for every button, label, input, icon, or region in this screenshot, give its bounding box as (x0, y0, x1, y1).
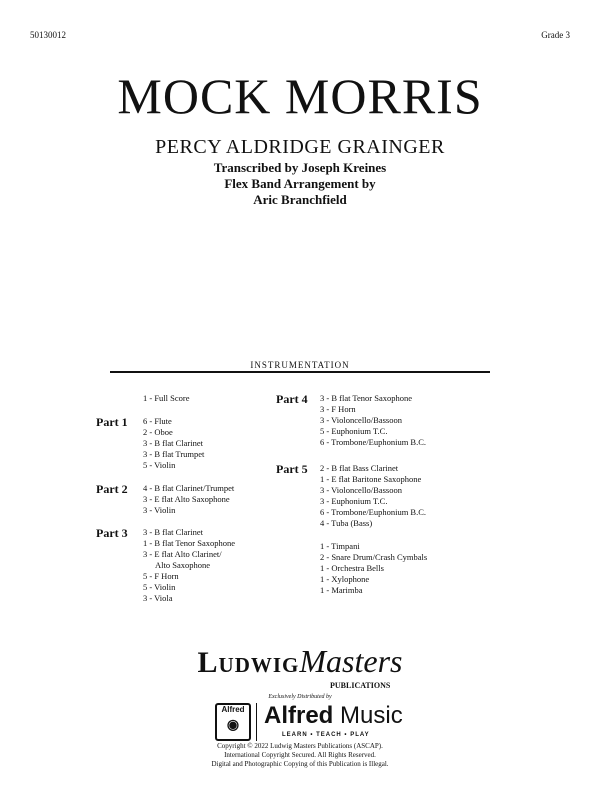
instrument-item: 6 - Flute (143, 416, 172, 426)
instrument-item: 3 - B flat Clarinet (143, 527, 203, 537)
instrument-item: 4 - B flat Clarinet/Trumpet (143, 483, 235, 493)
instrument-item: 3 - Violin (143, 505, 176, 515)
part-label: Part 5 (276, 462, 308, 476)
instrument-item: 3 - B flat Clarinet (143, 438, 203, 448)
instrument-item: 5 - Violin (143, 582, 176, 592)
distributed-by: Exclusively Distributed by (268, 694, 332, 700)
divider (256, 703, 257, 741)
instrument-item: 1 - Marimba (320, 585, 363, 595)
transcriber-credit: Transcribed by Joseph Kreines (213, 160, 387, 175)
instrument-item: 3 - Violoncello/Bassoon (320, 485, 402, 495)
alfred-badge-logo (215, 703, 251, 741)
composer: PERCY ALDRIDGE GRAINGER (155, 136, 445, 158)
copyright-notice (0, 742, 600, 769)
instrumentation-heading: INSTRUMENTATION (250, 360, 350, 370)
copyright-line: International Copyright Secured. All Rights Reserved. (224, 751, 376, 759)
title: MOCK MORRIS (117, 68, 483, 124)
part-label: Part 1 (96, 415, 128, 429)
alfred-music-logo (264, 703, 403, 729)
instrument-item: 1 - E flat Baritone Saxophone (320, 474, 422, 484)
part-label: Part 2 (96, 482, 128, 496)
instrument-item: 1 - Timpani (320, 541, 360, 551)
logo-masters: Masters (299, 643, 403, 679)
alfred-word: Alfred (264, 702, 334, 729)
instrument-item: 5 - Euphonium T.C. (320, 426, 388, 436)
instrument-item: 3 - E flat Alto Saxophone (143, 494, 230, 504)
instrument-item: 3 - B flat Tenor Saxophone (320, 393, 413, 403)
part-3-list (143, 527, 235, 604)
arranger-name: Aric Branchfield (253, 192, 347, 207)
alfred-emblem-icon: ◉ (226, 716, 240, 732)
full-score: 1 - Full Score (143, 393, 190, 403)
instrument-item: 2 - Snare Drum/Crash Cymbals (320, 552, 428, 562)
music-word: Music (340, 702, 403, 729)
alfred-tagline: LEARN • TEACH • PLAY (282, 732, 370, 738)
alfred-badge-text: Alfred (221, 705, 245, 714)
part-label: Part 4 (276, 392, 308, 406)
instrument-item: Alto Saxophone (155, 560, 211, 570)
instrument-item: 2 - Oboe (143, 427, 173, 437)
part-2-list (143, 483, 234, 516)
grade-label: Grade 3 (541, 30, 570, 40)
instrument-item: 6 - Trombone/Euphonium B.C. (320, 507, 427, 517)
instrument-item: 4 - Tuba (Bass) (320, 518, 373, 528)
instrument-item: 3 - F Horn (320, 404, 356, 414)
instrument-item: 5 - Violin (143, 460, 176, 470)
instrument-item: 3 - B flat Trumpet (143, 449, 205, 459)
instrument-item: 1 - Orchestra Bells (320, 563, 384, 573)
instrument-item: 3 - Violoncello/Bassoon (320, 415, 402, 425)
instrument-item: 6 - Trombone/Euphonium B.C. (320, 437, 427, 447)
instrument-item: 3 - Viola (143, 593, 173, 603)
part-label: Part 3 (96, 526, 128, 540)
instrument-item: 3 - E flat Alto Clarinet/ (143, 549, 222, 559)
instrument-item: 3 - Euphonium T.C. (320, 496, 388, 506)
instrument-item: 5 - F Horn (143, 571, 179, 581)
ludwig-masters-logo (120, 644, 480, 678)
logo-ludwig: Ludwig (197, 646, 300, 679)
part-1-list (143, 416, 204, 471)
catalog-number: 50130012 (30, 30, 66, 40)
instrument-item: 2 - B flat Bass Clarinet (320, 463, 399, 473)
instrument-item: 1 - B flat Tenor Saxophone (143, 538, 236, 548)
logo-publications: PUBLICATIONS (330, 681, 391, 690)
percussion-list (320, 541, 427, 596)
instrument-item: 1 - Xylophone (320, 574, 370, 584)
divider (110, 371, 490, 373)
copyright-line: Copyright © 2022 Ludwig Masters Publications (ASCAP). (217, 742, 383, 750)
part-5-list (320, 463, 426, 529)
part-4-list (320, 393, 426, 448)
arranger-credit-label: Flex Band Arrangement by (224, 176, 376, 191)
copyright-line: Digital and Photographic Copying of this Publication is Illegal. (211, 760, 389, 768)
